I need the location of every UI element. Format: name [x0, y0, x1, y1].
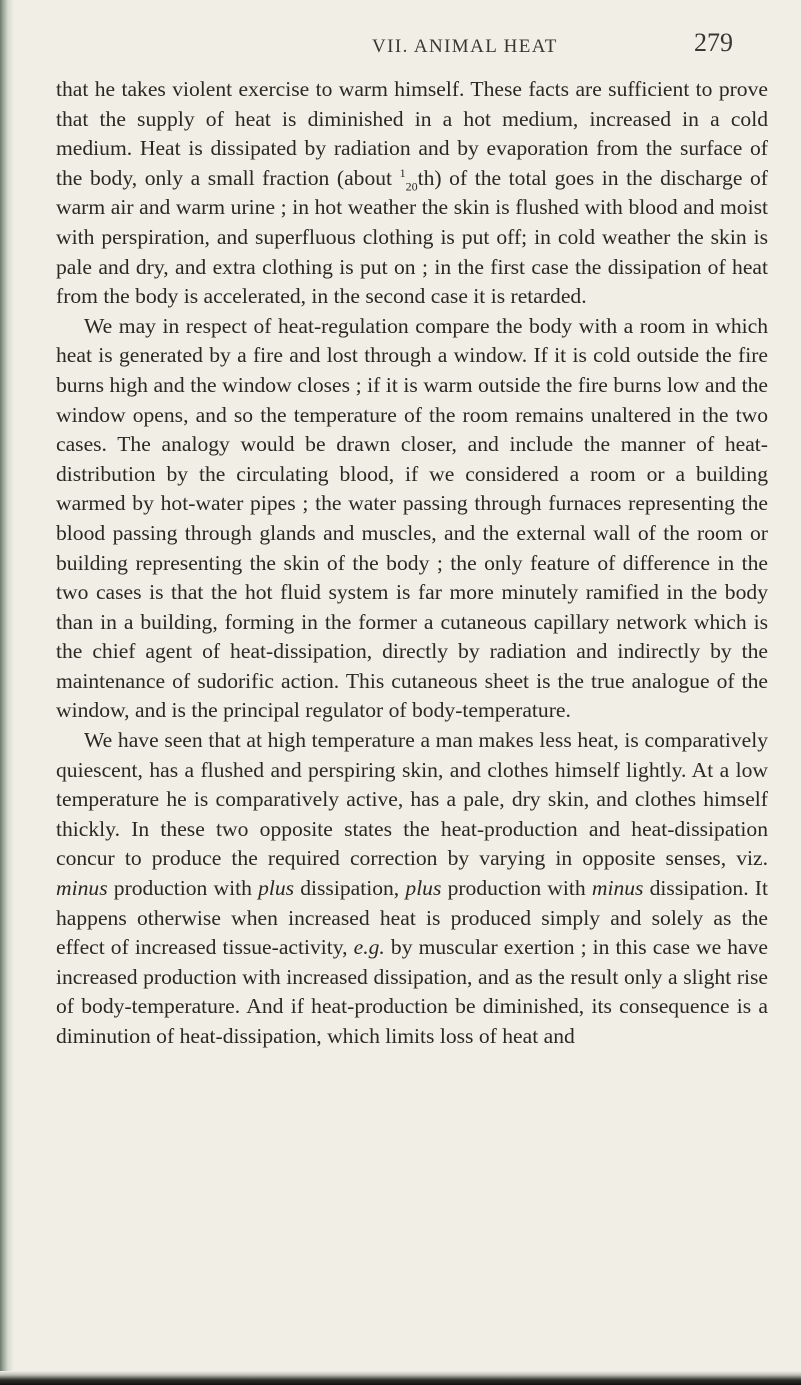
italic-term: minus	[591, 876, 644, 901]
italic-term: minus	[56, 876, 108, 901]
fraction-denominator: 20	[405, 179, 418, 194]
running-head	[0, 22, 801, 62]
text-run: production with	[441, 876, 592, 901]
text-run: production with	[107, 876, 259, 901]
fraction-suffix: th	[417, 165, 435, 190]
italic-term: e.g.	[353, 935, 385, 960]
fraction	[399, 165, 435, 194]
text-run: by muscular exertion ; in this case we have increased production with increased dissipation, and as the result only a slight rise of body-temperature. And if heat-production be diminished, its consequence is a diminution of heat-dissipation, which limits loss of heat and	[56, 935, 768, 1048]
chapter-title: VII. ANIMAL HEAT	[372, 36, 558, 57]
text-run: that he takes violent exercise to warm himself. These facts are sufficient to prove that the supply of heat is diminished in a hot medium, increased in a cold medium. Heat is dissipated by radiation and by evaporation from the surface of the body, only a small fraction (about	[56, 77, 768, 190]
paragraph-2	[56, 312, 768, 726]
text-run: dissipation,	[294, 876, 406, 901]
italic-term: plus	[405, 876, 442, 901]
text-run: We may in respect of heat-regulation compare the body with a room in which heat is generated by a fire and lost through a window. If it is cold outside the fire burns high and the window closes ; if it is warm outside the fire burns low and the window opens, and so the temperature of the room remains unaltered in the two cases. The analogy would be drawn closer, and include the manner of heat-distribution by the circulating blood, if we considered a room or a building warmed by hot-water pipes ; the water passing through furnaces representing the blood passing through glands and muscles, and the external wall of the room or building representing the skin of the body ; the only feature of difference in the two cases is that the hot fluid system is far more minutely ramified in the body than in a building, forming in the former a cutaneous capillary network which is the chief agent of heat-dissipation, directly by radiation and indirectly by the maintenance of sudorific action. This cutaneous sheet is the true analogue of the window, and is the principal regulator of body-temperature.	[56, 313, 768, 723]
text-run: We have seen that at high temperature a man makes less heat, is comparatively quiescent, has a flushed and perspiring skin, and clothes himself lightly. At a low temperature he is comparatively active, has a pale, dry skin, and clothes himself thickly. In these two opposite states the heat-production and heat-dissipation concur to produce the required correction by varying in opposite senses, viz.	[56, 728, 768, 871]
fraction-numerator: 1	[399, 165, 406, 180]
page-bottom-edge	[0, 1371, 801, 1385]
text-run: dissipation. It happens otherwise when increased heat is produced simply and solely as the effect of increased tissue-activity,	[56, 876, 768, 960]
page-binding-edge	[0, 0, 14, 1385]
page-number: 279	[694, 28, 733, 57]
paragraph-1	[56, 75, 768, 312]
italic-term: plus	[258, 876, 295, 901]
paragraph-3	[56, 726, 768, 1052]
body-text	[56, 75, 768, 1052]
text-run: ) of the total goes in the discharge of warm air and warm urine ; in hot weather the skin is flushed with blood and moist with perspiration, and superfluous clothing is put off; in cold weather the skin is pale and dry, and extra clothing is put on ; in the first case the dissipation of heat from the body is accelerated, in the second case it is retarded.	[56, 165, 768, 309]
